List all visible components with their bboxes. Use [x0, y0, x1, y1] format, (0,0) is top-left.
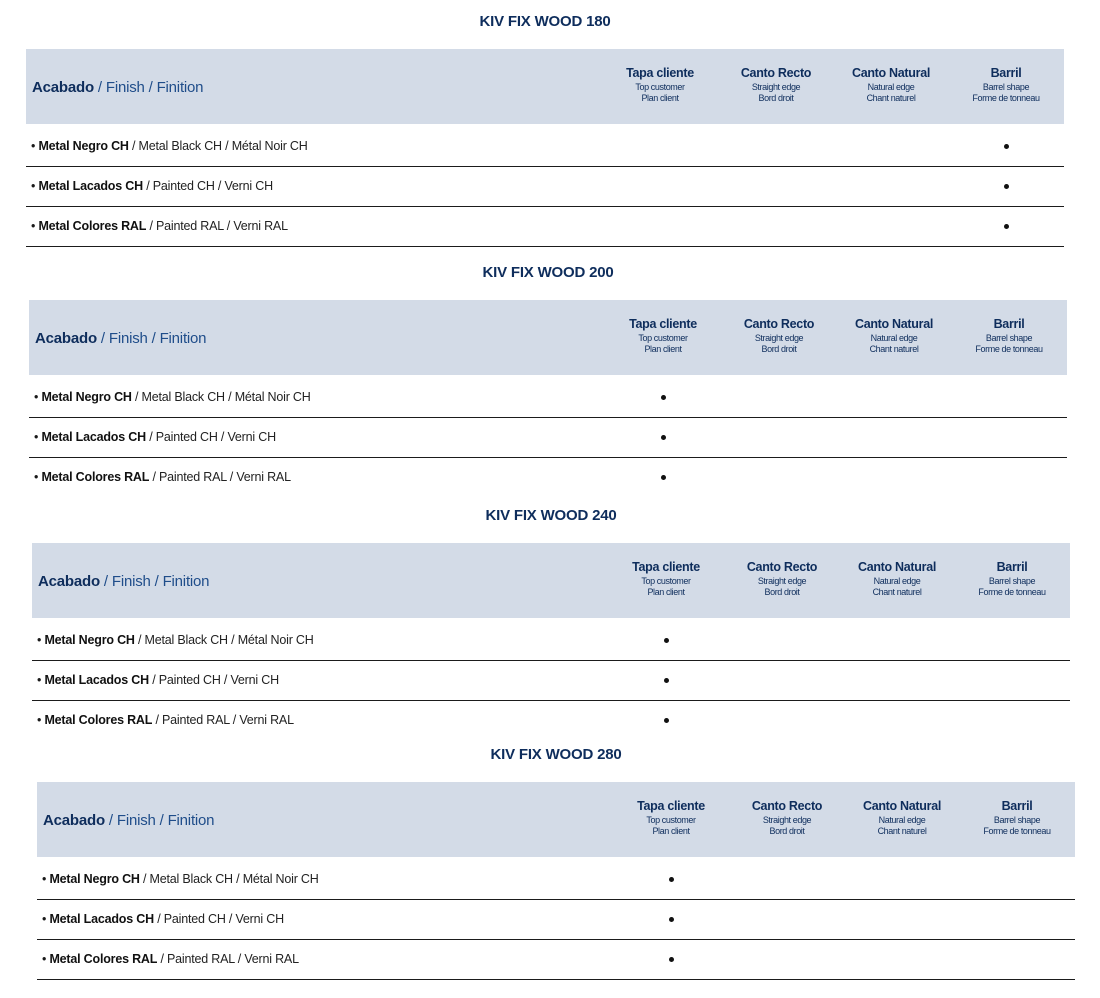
column-subtitle-en: Natural edge: [873, 575, 921, 586]
section-title: KIV FIX WOOD 280: [490, 746, 622, 763]
column-subtitle-en: Natural edge: [867, 81, 915, 92]
column-header: [608, 561, 724, 597]
column-header: [724, 561, 840, 597]
row-label: • Metal Colores RAL / Painted RAL / Verni RAL: [31, 219, 288, 233]
column-header: [836, 318, 952, 354]
row-label-bold: Metal Negro CH: [49, 872, 140, 886]
finish-header-translations: / Finish / Finition: [99, 573, 210, 590]
column-title: Barril: [993, 317, 1025, 331]
table-row: [29, 377, 1067, 418]
row-label-translations: / Painted CH / Verni CH: [142, 179, 273, 193]
column-subtitle-fr: Plan client: [641, 92, 679, 103]
row-label-translations: / Painted RAL / Verni RAL: [146, 219, 288, 233]
column-subtitle-fr: Bord droit: [761, 343, 797, 354]
row-label-translations: / Painted RAL / Verni RAL: [157, 952, 299, 966]
table-row: [32, 660, 1070, 701]
row-label-bold: Metal Negro CH: [44, 633, 135, 647]
table-row: [37, 899, 1075, 940]
column-title: Canto Natural: [854, 317, 934, 331]
row-label-bold: Metal Colores RAL: [44, 713, 153, 727]
row-label-translations: / Metal Black CH / Métal Noir CH: [131, 390, 311, 404]
row-label: • Metal Negro CH / Metal Black CH / Métal Noir CH: [34, 390, 311, 404]
row-label: • Metal Colores RAL / Painted RAL / Verni RAL: [34, 470, 291, 484]
row-label: • Metal Colores RAL / Painted RAL / Verni RAL: [37, 713, 294, 727]
column-subtitle-en: Barrel shape: [982, 81, 1030, 92]
row-label-bold: Metal Lacados CH: [44, 673, 149, 687]
row-label-translations: / Painted RAL / Verni RAL: [152, 713, 294, 727]
column-subtitle-fr: Forme de tonneau: [983, 825, 1051, 836]
row-label-translations: / Painted CH / Verni CH: [148, 673, 279, 687]
table-header: [32, 543, 1070, 618]
column-header: [718, 67, 834, 103]
row-label-translations: / Painted RAL / Verni RAL: [149, 470, 291, 484]
row-label: • Metal Lacados CH / Painted CH / Verni CH: [37, 673, 279, 687]
row-label: • Metal Colores RAL / Painted RAL / Verni RAL: [42, 952, 299, 966]
row-label-bold: Metal Lacados CH: [49, 912, 154, 926]
column-header: [729, 800, 845, 836]
column-subtitle-fr: Bord droit: [758, 92, 794, 103]
finish-header-label: [35, 300, 206, 375]
column-subtitle-fr: Bord droit: [769, 825, 805, 836]
column-subtitle-en: Top customer: [646, 814, 696, 825]
availability-dot: [664, 718, 669, 723]
table-row: [32, 620, 1070, 661]
table-row: [26, 206, 1064, 247]
row-label-bold: Metal Colores RAL: [38, 219, 147, 233]
row-label: • Metal Lacados CH / Painted CH / Verni CH: [31, 179, 273, 193]
row-label-translations: / Metal Black CH / Métal Noir CH: [134, 633, 314, 647]
column-title: Canto Natural: [857, 560, 937, 574]
column-subtitle-en: Barrel shape: [985, 332, 1033, 343]
column-header: [602, 67, 718, 103]
availability-dot: [661, 475, 666, 480]
finish-header-label: [43, 782, 214, 857]
column-subtitle-fr: Forme de tonneau: [972, 92, 1040, 103]
column-subtitle-fr: Forme de tonneau: [978, 586, 1046, 597]
column-title: Barril: [990, 66, 1022, 80]
finish-header-bold: Acabado: [35, 330, 97, 347]
availability-dot: [664, 638, 669, 643]
column-subtitle-fr: Plan client: [652, 825, 690, 836]
row-label-bold: Metal Colores RAL: [49, 952, 158, 966]
availability-dot: [669, 877, 674, 882]
column-subtitle-fr: Chant naturel: [869, 343, 919, 354]
column-subtitle-en: Straight edge: [762, 814, 812, 825]
column-subtitle-en: Top customer: [635, 81, 685, 92]
table-row: [37, 939, 1075, 980]
column-title: Canto Recto: [740, 66, 812, 80]
section-title: KIV FIX WOOD 240: [485, 507, 617, 524]
row-label-bold: Metal Negro CH: [38, 139, 129, 153]
row-label: • Metal Lacados CH / Painted CH / Verni CH: [42, 912, 284, 926]
column-title: Canto Recto: [743, 317, 815, 331]
column-title: Barril: [996, 560, 1028, 574]
row-label-translations: / Metal Black CH / Métal Noir CH: [128, 139, 308, 153]
availability-dot: [1004, 224, 1009, 229]
column-subtitle-fr: Chant naturel: [866, 92, 916, 103]
column-subtitle-en: Straight edge: [751, 81, 801, 92]
column-header: [948, 67, 1064, 103]
column-subtitle-en: Natural edge: [878, 814, 926, 825]
row-label-bold: Metal Lacados CH: [41, 430, 146, 444]
availability-dot: [661, 435, 666, 440]
column-title: Canto Recto: [751, 799, 823, 813]
column-title: Barril: [1001, 799, 1033, 813]
column-title: Tapa cliente: [632, 560, 700, 574]
finish-header-bold: Acabado: [32, 79, 94, 96]
finish-header-label: [38, 543, 209, 618]
column-subtitle-en: Top customer: [638, 332, 688, 343]
section-title: KIV FIX WOOD 180: [479, 13, 611, 30]
row-label-translations: / Painted CH / Verni CH: [145, 430, 276, 444]
table-row: [37, 859, 1075, 900]
column-title: Tapa cliente: [629, 317, 697, 331]
finish-header-bold: Acabado: [43, 812, 105, 829]
column-title: Tapa cliente: [637, 799, 705, 813]
row-label-translations: / Painted CH / Verni CH: [153, 912, 284, 926]
column-header: [951, 318, 1067, 354]
column-subtitle-en: Top customer: [641, 575, 691, 586]
column-title: Canto Recto: [746, 560, 818, 574]
row-label-bold: Metal Colores RAL: [41, 470, 150, 484]
availability-dot: [661, 395, 666, 400]
table-header: [29, 300, 1067, 375]
column-subtitle-fr: Plan client: [644, 343, 682, 354]
finish-header-translations: / Finish / Finition: [93, 79, 204, 96]
column-header: [721, 318, 837, 354]
availability-dot: [669, 957, 674, 962]
column-subtitle-fr: Chant naturel: [872, 586, 922, 597]
column-subtitle-fr: Bord droit: [764, 586, 800, 597]
availability-dot: [1004, 184, 1009, 189]
finish-header-label: [32, 49, 203, 124]
column-subtitle-fr: Forme de tonneau: [975, 343, 1043, 354]
column-header: [959, 800, 1075, 836]
column-subtitle-en: Natural edge: [870, 332, 918, 343]
row-label-bold: Metal Negro CH: [41, 390, 132, 404]
table-row: [29, 417, 1067, 458]
spec-table-section: [29, 264, 1067, 504]
row-label-bold: Metal Lacados CH: [38, 179, 143, 193]
finish-header-bold: Acabado: [38, 573, 100, 590]
row-label: • Metal Negro CH / Metal Black CH / Métal Noir CH: [42, 872, 319, 886]
column-subtitle-en: Straight edge: [754, 332, 804, 343]
column-header: [954, 561, 1070, 597]
row-label: • Metal Negro CH / Metal Black CH / Métal Noir CH: [31, 139, 308, 153]
availability-dot: [664, 678, 669, 683]
column-subtitle-en: Barrel shape: [993, 814, 1041, 825]
column-header: [833, 67, 949, 103]
column-subtitle-en: Barrel shape: [988, 575, 1036, 586]
table-row: [26, 166, 1064, 207]
table-row: [32, 700, 1070, 740]
column-subtitle-fr: Plan client: [647, 586, 685, 597]
spec-table-section: [32, 507, 1070, 747]
spec-table-section: [37, 746, 1075, 986]
row-label-translations: / Metal Black CH / Métal Noir CH: [139, 872, 319, 886]
column-title: Tapa cliente: [626, 66, 694, 80]
column-title: Canto Natural: [862, 799, 942, 813]
row-label: • Metal Lacados CH / Painted CH / Verni CH: [34, 430, 276, 444]
column-header: [844, 800, 960, 836]
table-row: [26, 126, 1064, 167]
column-subtitle-en: Straight edge: [757, 575, 807, 586]
availability-dot: [1004, 144, 1009, 149]
row-label: • Metal Negro CH / Metal Black CH / Métal Noir CH: [37, 633, 314, 647]
section-title: KIV FIX WOOD 200: [482, 264, 614, 281]
finish-header-translations: / Finish / Finition: [104, 812, 215, 829]
column-header: [613, 800, 729, 836]
spec-table-section: [26, 13, 1064, 253]
column-subtitle-fr: Chant naturel: [877, 825, 927, 836]
column-header: [839, 561, 955, 597]
column-title: Canto Natural: [851, 66, 931, 80]
finish-header-translations: / Finish / Finition: [96, 330, 207, 347]
column-header: [605, 318, 721, 354]
table-header: [26, 49, 1064, 124]
availability-dot: [669, 917, 674, 922]
table-row: [29, 457, 1067, 497]
table-header: [37, 782, 1075, 857]
